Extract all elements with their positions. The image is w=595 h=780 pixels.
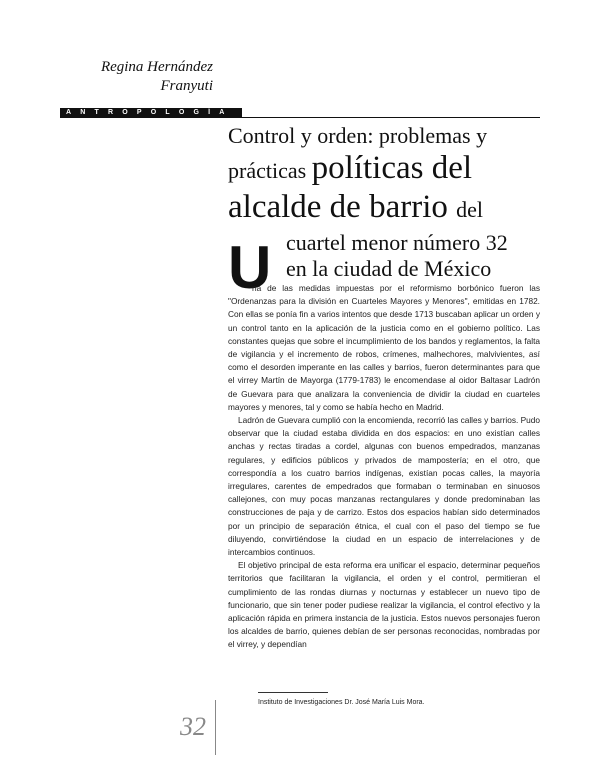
page-number-rule [215, 700, 216, 755]
title-line-5: en la ciudad de México [286, 256, 492, 281]
author-name-line2: Franyuti [160, 78, 213, 94]
title-line-1: Control y orden: problemas y [228, 123, 488, 148]
title-line-2-small: prácticas [228, 158, 307, 183]
footnote-rule [258, 692, 328, 693]
title-line-3-small: del [456, 197, 484, 222]
footnote: Instituto de Investigaciones Dr. José María Luis Mora. [258, 699, 425, 706]
title-line-3 [228, 189, 543, 228]
article-body [228, 282, 540, 652]
section-label: ANTROPOLOGÍA [60, 108, 242, 118]
author-name [101, 58, 213, 96]
drop-cap: U [228, 234, 272, 301]
title-line-4: cuartel menor número 32 [286, 230, 508, 255]
page-number: 32 [180, 712, 206, 741]
title-line-3-big: alcalde de barrio [228, 189, 448, 225]
paragraph-1: na de las medidas impuestas por el reformismo borbónico fueron las "Ordenanzas para la división en Cuarteles Mayores y Menores", emitidas en 1782. Con ellas se ponía fin a varios intentos que desde 1713 buscaban aplicar un orden y un control tanto en la aplicación de la justicia como en el gobierno político. Las constantes quejas que sobre el incumplimiento de los bandos y reglamentos, la falta de vigilancia y el incremento de robos, crímenes, malhechores, malvivientes, así como el desorden imperante en las calles y barrios, fueron determinantes para que el virrey Martín de Mayorga (1779-1783) le encomendase al oidor Baltasar Ladrón de Guevara para que analizara la conveniencia de dividir la ciudad en cuarteles mayores y menores, tal y como se había hecho en Madrid. [228, 283, 540, 412]
header-rule [242, 117, 540, 118]
author-name-line1: Regina Hernández [100, 59, 213, 75]
article-title [228, 122, 543, 282]
title-line-2-big: políticas del [311, 150, 473, 186]
title-line-2 [228, 150, 543, 189]
paragraph-3: El objetivo principal de esta reforma era unificar el espacio, determinar pequeños territorios que facilitaran la vigilancia, el orden y el control, permitieran el cumplimiento de las rondas diurnas y nocturnas y establecer un nuevo tipo de funcionario, que sin tener poder pudiese realizar la vigilancia, el control efectivo y la aplicación rápida en primera instancia de la justicia. Estos nuevos personajes fueron los alcaldes de barrio, quienes debían de ser personas reconocidas, nombradas por el virrey, y dependían [228, 560, 540, 650]
paragraph-2: Ladrón de Guevara cumplió con la encomienda, recorrió las calles y barrios. Pudo observar que la ciudad estaba dividida en dos espacios: en uno existían calles anchas y rectas tiradas a cordel, algunas con buenos empedrados, manzanas regulares, y edificios públicos y privados de mampostería; en el otro, que correspondía a los cuatro barrios indígenas, existían pocas calles, la mayoría irregulares, carentes de empedrados que formaban o terminaban en sinuosos callejones, con muy pocas manzanas rectangulares y donde predominaban las construcciones de paja y de carrizo. Estos dos espacios habían sido determinados por un principio de separación étnica, el cual con el paso del tiempo se fue diluyendo, convirtiéndose la ciudad en un espacio de interrelaciones y de intercambios continuos. [228, 415, 540, 558]
